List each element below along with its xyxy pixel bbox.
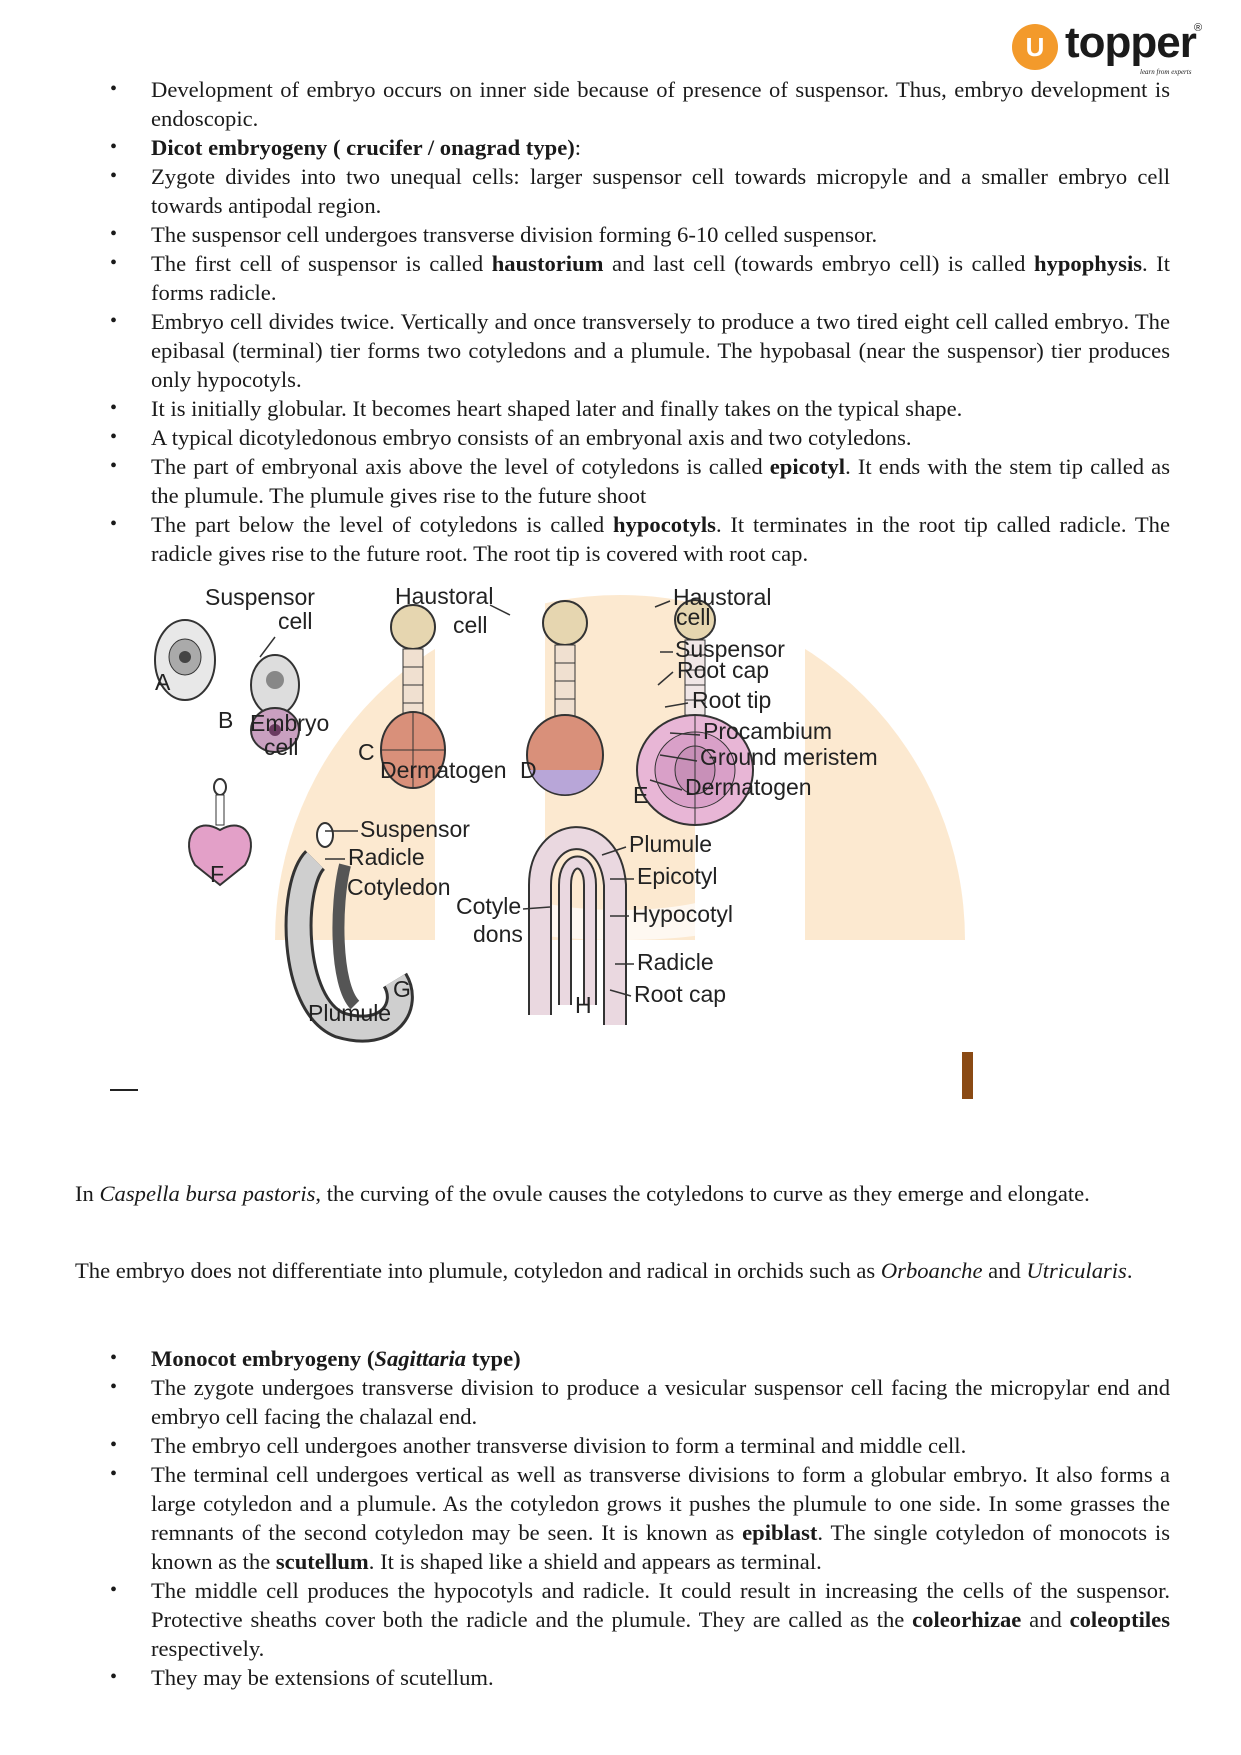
topper-logo-icon: U xyxy=(1012,24,1058,70)
bullet-text: . It is shaped like a shield and appears as terminal. xyxy=(368,1549,822,1574)
list-item xyxy=(110,1576,1170,1663)
label-plumule-1: Plumule xyxy=(308,1000,392,1026)
bullet-text: The middle cell produces the hypocotyls and radicle. It could result in increasing the cells of the suspensor. Protective sheaths cover both the radicle and the plumule. They are called as the xyxy=(151,1578,1170,1632)
species-name: Utricularis xyxy=(1026,1258,1127,1283)
species-name: Sagittaria xyxy=(374,1346,467,1371)
label-haustoral-2: Haustoral xyxy=(673,585,772,610)
label-f: F xyxy=(210,861,225,887)
bullet-text: . The single cotyledon of monocots is known as the xyxy=(151,1520,1170,1574)
label-cell-2: cell xyxy=(264,734,299,760)
topper-logo xyxy=(1012,18,1212,82)
label-e: E xyxy=(633,782,649,808)
label-h: H xyxy=(575,992,592,1018)
bullet-text: . It forms radicle. xyxy=(151,251,1170,305)
list-item xyxy=(110,162,1170,220)
bullet-text: The terminal cell undergoes vertical as well as transverse divisions to form a globular embryo. It also forms a large cotyledon and a plumule. As the cotyledon grows it pushes the plumule to one side. In some grasses the remnants of the second cotyledon may be seen. It is known as xyxy=(151,1462,1170,1545)
term-scutellum: scutellum xyxy=(275,1549,369,1574)
species-name: Orboanche xyxy=(880,1258,983,1283)
label-dons: dons xyxy=(473,921,523,947)
registered-mark: ® xyxy=(1194,22,1203,34)
bullet-text: It is initially globular. It becomes heart shaped later and finally takes on the typical shape. xyxy=(151,396,963,421)
para-text: . xyxy=(1126,1258,1133,1283)
bullet-text: The embryo cell undergoes another transverse division to form a terminal and middle cell. xyxy=(151,1433,967,1458)
paragraph-orchids xyxy=(75,1256,1170,1285)
bullet-text: . It ends with the stem tip called as the plumule. The plumule gives rise to the future shoot xyxy=(151,454,1170,508)
para-text: , the curving of the ovule causes the cotyledons to curve as they emerge and elongate. xyxy=(315,1181,1090,1206)
bullet-text: . It terminates in the root tip called radicle. The radicle gives rise to the future root. The root tip is covered with root cap. xyxy=(151,512,1170,566)
label-cell-3: cell xyxy=(453,612,488,638)
brand-tagline: learn from experts xyxy=(1140,68,1192,76)
para-text: In xyxy=(75,1181,100,1206)
bullet-text: and xyxy=(1021,1607,1070,1632)
label-suspensor: Suspensor xyxy=(205,585,315,610)
label-embryo: Embryo xyxy=(250,710,330,736)
bullet-text: and last cell (towards embryo cell) is called xyxy=(603,251,1034,276)
list-item xyxy=(110,423,1170,452)
list-item xyxy=(110,307,1170,394)
bullet-text: They may be extensions of scutellum. xyxy=(151,1665,494,1690)
list-item xyxy=(110,1344,1170,1373)
label-plumule-2: Plumule xyxy=(629,831,713,857)
list-item xyxy=(110,220,1170,249)
bullet-text: The part below the level of cotyledons is called xyxy=(151,512,613,537)
label-radicle-1: Radicle xyxy=(348,844,425,870)
bullet-text: : xyxy=(574,135,582,160)
brand-name: topper xyxy=(1065,18,1196,67)
bullet-text: Development of embryo occurs on inner side because of presence of suspensor. Thus, embryo development is endoscopic. xyxy=(151,77,1170,131)
bullet-text: respectively. xyxy=(151,1636,265,1661)
label-epicotyl: Epicotyl xyxy=(637,863,718,889)
paragraph-caspella xyxy=(75,1179,1170,1208)
term-haustorium: haustorium xyxy=(491,251,604,276)
label-b: B xyxy=(218,707,234,733)
embryo-development-figure xyxy=(140,585,1000,1105)
label-radicle-2: Radicle xyxy=(637,949,714,975)
bullet-text: Zygote divides into two unequal cells: larger suspensor cell towards micropyle and a smaller embryo cell towards antipodal region. xyxy=(151,164,1170,218)
term-hypocotyls: hypocotyls xyxy=(613,512,716,537)
label-suspensor-3: Suspensor xyxy=(360,816,470,842)
term-epiblast: epiblast xyxy=(742,1520,818,1545)
list-item xyxy=(110,452,1170,510)
label-root-cap-2: Root cap xyxy=(634,981,727,1007)
list-item xyxy=(110,249,1170,307)
stray-dash-mark xyxy=(110,1089,138,1091)
label-cell-1: cell xyxy=(278,608,313,634)
dicot-bullet-list xyxy=(110,75,1170,568)
label-c: C xyxy=(358,739,375,765)
para-text: The embryo does not differentiate into plumule, cotyledon and radical in orchids such as xyxy=(75,1258,881,1283)
stray-bar-mark xyxy=(962,1052,973,1099)
list-item xyxy=(110,1460,1170,1576)
label-a: A xyxy=(155,669,171,695)
monocot-bullet-list xyxy=(110,1344,1170,1692)
list-item xyxy=(110,1373,1170,1431)
term-epicotyl: epicotyl xyxy=(769,454,846,479)
list-item xyxy=(110,1431,1170,1460)
label-ground-meristem: Ground meristem xyxy=(700,744,878,770)
list-item xyxy=(110,394,1170,423)
bullet-text: The zygote undergoes transverse division to produce a vesicular suspensor cell facing the micropylar end and embryo cell facing the chalazal end. xyxy=(151,1375,1170,1429)
bullet-text: Embryo cell divides twice. Vertically and once transversely to produce a two tired eight cell called embryo. The epibasal (terminal) tier forms two cotyledons and a plumule. The hypobasal (near the suspensor) tier produces only hypocotyls. xyxy=(151,309,1170,392)
label-hypocotyl: Hypocotyl xyxy=(632,901,733,927)
label-haustoral-1: Haustoral xyxy=(395,585,494,609)
label-procambium: Procambium xyxy=(703,718,833,744)
list-item xyxy=(110,133,1170,162)
bullet-text: A typical dicotyledonous embryo consists of an embryonal axis and two cotyledons. xyxy=(151,425,912,450)
term-hypophysis: hypophysis xyxy=(1034,251,1143,276)
list-item xyxy=(110,1663,1170,1692)
section-heading: Monocot embryogeny ( xyxy=(151,1346,375,1371)
section-heading: Dicot embryogeny ( crucifer / onagrad type) xyxy=(151,135,575,160)
section-heading: type) xyxy=(466,1346,521,1371)
bullet-text: The part of embryonal axis above the level of cotyledons is called xyxy=(151,454,770,479)
bullet-text: The first cell of suspensor is called xyxy=(151,251,492,276)
species-name: Caspella bursa pastoris xyxy=(99,1181,316,1206)
label-cotyledon: Cotyledon xyxy=(347,874,451,900)
list-item xyxy=(110,510,1170,568)
label-dermatogen-2: Dermatogen xyxy=(685,774,812,800)
term-coleoptiles: coleoptiles xyxy=(1069,1607,1171,1632)
label-g: G xyxy=(393,976,411,1002)
stage-d-globular xyxy=(527,601,603,795)
para-text: and xyxy=(982,1258,1027,1283)
label-root-tip: Root tip xyxy=(692,687,772,713)
label-root-cap-1: Root cap xyxy=(677,657,770,683)
bullet-text: The suspensor cell undergoes transverse division forming 6-10 celled suspensor. xyxy=(151,222,878,247)
label-cotyle: Cotyle xyxy=(456,893,522,919)
label-dermatogen-1: Dermatogen xyxy=(380,757,507,783)
label-cell-4: cell xyxy=(676,604,711,630)
term-coleorhizae: coleorhizae xyxy=(912,1607,1022,1632)
list-item xyxy=(110,75,1170,133)
label-suspensor-2: Suspensor xyxy=(675,636,785,662)
label-d: D xyxy=(520,757,537,783)
